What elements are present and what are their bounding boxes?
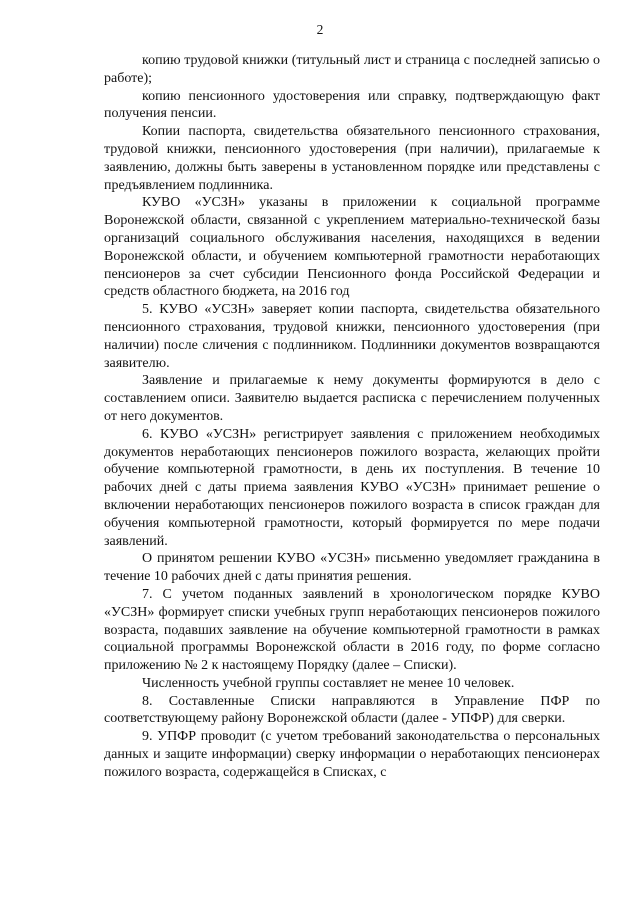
paragraph-copies-certification: Копии паспорта, свидетельства обязательного пенсионного страхования, трудовой книжки, пенсионного удостоверения (при наличии), прилагаемые к заявлению, должны быть заверены в установленном порядке или представлены с предъявлением подлинника.: [104, 124, 600, 193]
paragraph-group-size: Численность учебной группы составляет не менее 10 человек.: [142, 675, 515, 691]
paragraph-item-9: 9. УПФР проводит (с учетом требований законодательства о персональных данных и защите информации) сверку информации о неработающих пенсионерах пожилого возраста, содержащейся в Списках, с: [104, 729, 600, 780]
paragraph-pension-certificate-copy: копию пенсионного удостоверения или справку, подтверждающую факт получения пенсии.: [104, 88, 600, 122]
document-body: [104, 52, 600, 782]
paragraph-kuvo-uszn-listed: КУВО «УСЗН» указаны в приложении к социальной программе Воронежской области, связанной с укреплением материально-технической базы организаций социального обслуживания населения, находящихся в ведении Воронежской области, и обучением компьютерной грамотности неработающих пенсионеров за счет субсидии Пенсионного фонда Российской Федерации и средств областного бюджета, на 2016 год: [104, 195, 600, 300]
paragraph-decision-notice: О принятом решении КУВО «УСЗН» письменно уведомляет гражданина в течение 10 рабочих дней с даты принятия решения.: [104, 551, 600, 585]
paragraph-work-book-copy: копию трудовой книжки (титульный лист и страница с последней записью о работе);: [104, 53, 600, 86]
paragraph-application-file: Заявление и прилагаемые к нему документы формируются в дело с составлением описи. Заявителю выдается расписка с перечислением полученных от него документов.: [104, 373, 600, 424]
paragraph-item-6: 6. КУВО «УСЗН» регистрирует заявления с приложением необходимых документов неработающих пенсионеров пожилого возраста, желающих пройти обучение компьютерной грамотности, в день их поступления. В течение 10 рабочих дней с даты приема заявления КУВО «УСЗН» принимает решение о включении неработающих пенсионеров пожилого возраста в список граждан для обучения компьютерной грамотности, который формируется по мере подачи заявлений.: [104, 426, 600, 549]
paragraph-item-5: 5. КУВО «УСЗН» заверяет копии паспорта, свидетельства обязательного пенсионного страхования, трудовой книжки, пенсионного удостоверения (при наличии) после сличения с подлинником. Подлинники документов возвращаются заявителю.: [104, 302, 600, 371]
page-number: 2: [316, 22, 324, 37]
paragraph-item-7: 7. С учетом поданных заявлений в хронологическом порядке КУВО «УСЗН» формирует списки учебных групп неработающих пенсионеров пожилого возраста, подавших заявление на обучение компьютерной грамотности в рамках социальной программы Воронежской области в 2016 году, по форме согласно приложению № 2 к настоящему Порядку (далее – Списки).: [104, 586, 600, 674]
paragraph-item-8: 8. Составленные Списки направляются в Управление ПФР по соответствующему району Воронежской области (далее - УПФР) для сверки.: [104, 693, 600, 727]
